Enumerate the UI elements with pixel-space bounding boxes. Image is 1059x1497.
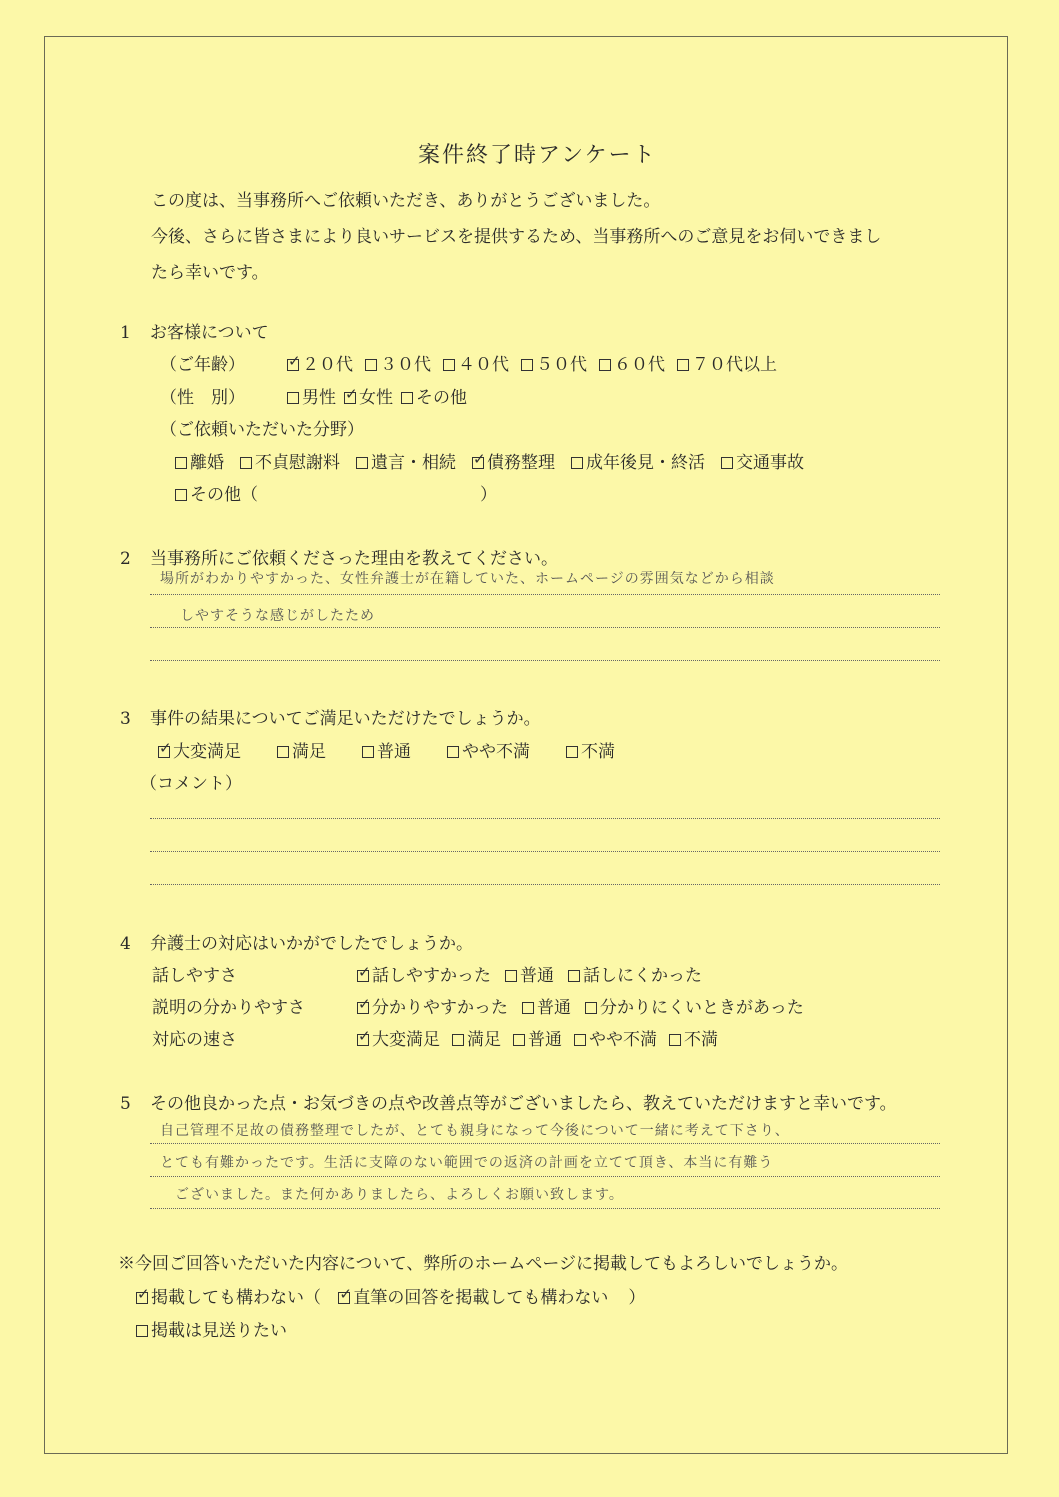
q3-option-label: 大変満足 bbox=[173, 742, 241, 762]
q4-explain-option-3[interactable] bbox=[585, 993, 804, 1018]
field-option-6[interactable] bbox=[721, 448, 804, 473]
q4-speed-option-2[interactable] bbox=[452, 1025, 501, 1050]
age-option-label: ４０代 bbox=[458, 355, 509, 375]
field-option-label: 遺言・相続 bbox=[371, 453, 456, 473]
q2-line-1 bbox=[150, 594, 940, 595]
handwritten-ok-checkbox[interactable] bbox=[338, 1292, 350, 1304]
q2-answer-line-1: 場所がわかりやすかった、女性弁護士が在籍していた、ホームページの雰囲気などから相談 bbox=[160, 571, 775, 587]
field-option-label: 成年後見・終活 bbox=[586, 453, 705, 473]
age-option-label: ３０代 bbox=[380, 355, 431, 375]
q1-field-other[interactable]: その他（ ） bbox=[175, 480, 497, 505]
q4-speed-checkbox-2[interactable] bbox=[452, 1034, 464, 1046]
q4-talk-option-label: 普通 bbox=[520, 966, 554, 986]
q1-field-options bbox=[175, 448, 820, 473]
age-checkbox-5[interactable] bbox=[599, 359, 611, 371]
q4-row-1-options bbox=[357, 961, 716, 986]
q3-option-2[interactable] bbox=[277, 737, 326, 762]
field-option-label: 交通事故 bbox=[736, 453, 804, 473]
age-option-1[interactable] bbox=[287, 350, 353, 375]
q4-speed-option-label: 大変満足 bbox=[372, 1030, 440, 1050]
gender-checkbox-2[interactable] bbox=[344, 392, 356, 404]
q4-explain-checkbox-2[interactable] bbox=[522, 1002, 534, 1014]
field-checkbox-3[interactable] bbox=[356, 457, 368, 469]
q4-talk-option-label: 話しにくかった bbox=[583, 966, 702, 986]
gender-option-label: 女性 bbox=[359, 388, 393, 408]
q4-row-2-label: 説明の分かりやすさ bbox=[152, 998, 305, 1018]
field-option-4[interactable] bbox=[472, 448, 555, 473]
q5-answer-line-3: ございました。また何かありましたら、よろしくお願い致します。 bbox=[175, 1187, 624, 1203]
q3-line-1 bbox=[150, 818, 940, 819]
gender-checkbox-3[interactable] bbox=[401, 392, 413, 404]
q3-checkbox-2[interactable] bbox=[277, 746, 289, 758]
publish-option-1[interactable]: ✓掲載しても構わない（ ✓ 直筆の回答を掲載しても構わない ） bbox=[136, 1283, 645, 1308]
q4-speed-option-label: やや不満 bbox=[589, 1030, 657, 1050]
q3-option-1[interactable] bbox=[158, 737, 241, 762]
field-option-1[interactable] bbox=[175, 448, 224, 473]
q4-speed-checkbox-3[interactable] bbox=[513, 1034, 525, 1046]
q5-heading: 5 その他良かった点・お気づきの点や改善点等がございましたら、教えていただけますと幸いです。 bbox=[120, 1094, 897, 1114]
age-option-label: ６０代 bbox=[614, 355, 665, 375]
q4-explain-option-1[interactable] bbox=[357, 993, 508, 1018]
q2-line-3 bbox=[150, 660, 940, 661]
q4-speed-option-label: 満足 bbox=[467, 1030, 501, 1050]
field-option-5[interactable] bbox=[571, 448, 705, 473]
q4-row-1-label: 話しやすさ bbox=[152, 966, 237, 986]
q3-option-label: 普通 bbox=[377, 742, 411, 762]
field-checkbox-2[interactable] bbox=[240, 457, 252, 469]
q3-checkbox-3[interactable] bbox=[362, 746, 374, 758]
q4-heading: 4 弁護士の対応はいかがでしたでしょうか。 bbox=[120, 934, 473, 954]
age-option-label: ２０代 bbox=[302, 355, 353, 375]
q3-option-label: やや不満 bbox=[462, 742, 530, 762]
age-checkbox-3[interactable] bbox=[443, 359, 455, 371]
q4-row-3-label: 対応の速さ bbox=[152, 1030, 237, 1050]
field-checkbox-4[interactable] bbox=[472, 457, 484, 469]
q4-talk-option-label: 話しやすかった bbox=[372, 966, 491, 986]
q2-line-2 bbox=[150, 627, 940, 628]
q4-talk-checkbox-2[interactable] bbox=[505, 970, 517, 982]
q4-explain-option-2[interactable] bbox=[522, 993, 571, 1018]
q1-heading: 1 お客様について bbox=[120, 323, 269, 343]
q4-speed-option-1[interactable] bbox=[357, 1025, 440, 1050]
q4-speed-option-label: 不満 bbox=[684, 1030, 718, 1050]
age-option-2[interactable] bbox=[365, 350, 431, 375]
age-option-3[interactable] bbox=[443, 350, 509, 375]
q3-heading: 3 事件の結果についてご満足いただけたでしょうか。 bbox=[120, 709, 541, 729]
q4-speed-option-label: 普通 bbox=[528, 1030, 562, 1050]
age-option-4[interactable] bbox=[521, 350, 587, 375]
q1-field-label: （ご依頼いただいた分野） bbox=[160, 420, 364, 440]
q4-talk-checkbox-1[interactable] bbox=[357, 970, 369, 982]
field-option-3[interactable] bbox=[356, 448, 456, 473]
gender-checkbox-1[interactable] bbox=[287, 392, 299, 404]
q4-row-3-options bbox=[357, 1025, 730, 1050]
age-option-5[interactable] bbox=[599, 350, 665, 375]
q3-option-label: 不満 bbox=[581, 742, 615, 762]
q3-checkbox-1[interactable] bbox=[158, 746, 170, 758]
publish-no-checkbox[interactable] bbox=[136, 1325, 148, 1337]
q1-gender-options bbox=[287, 383, 475, 408]
q4-explain-checkbox-3[interactable] bbox=[585, 1002, 597, 1014]
publish-yes-checkbox[interactable] bbox=[136, 1292, 148, 1304]
q3-option-label: 満足 bbox=[292, 742, 326, 762]
age-checkbox-4[interactable] bbox=[521, 359, 533, 371]
q3-option-3[interactable] bbox=[362, 737, 411, 762]
q4-explain-checkbox-1[interactable] bbox=[357, 1002, 369, 1014]
q4-explain-option-label: 分かりやすかった bbox=[372, 998, 508, 1018]
q4-talk-option-1[interactable] bbox=[357, 961, 491, 986]
gender-option-3[interactable] bbox=[401, 383, 467, 408]
q5-answer-line-1: 自己管理不足故の債務整理でしたが、とても親身になって今後について一緒に考えて下さり、 bbox=[160, 1123, 790, 1139]
q4-speed-option-5[interactable] bbox=[669, 1025, 718, 1050]
q4-talk-option-3[interactable] bbox=[568, 961, 702, 986]
q4-explain-option-label: 分かりにくいときがあった bbox=[600, 998, 804, 1018]
intro-line-3: たら幸いです。 bbox=[151, 263, 269, 283]
gender-option-2[interactable] bbox=[344, 383, 393, 408]
age-checkbox-1[interactable] bbox=[287, 359, 299, 371]
intro-line-1: この度は、当事務所へご依頼いただき、ありがとうございました。 bbox=[151, 191, 661, 211]
q3-checkbox-4[interactable] bbox=[447, 746, 459, 758]
q5-line-1 bbox=[150, 1143, 940, 1144]
page-title: 案件終了時アンケート bbox=[418, 143, 657, 168]
q3-line-3 bbox=[150, 884, 940, 885]
age-option-6[interactable] bbox=[677, 350, 777, 375]
q2-heading: 2 当事務所にご依頼くださった理由を教えてください。 bbox=[120, 549, 558, 569]
field-option-label: 離婚 bbox=[190, 453, 224, 473]
gender-option-1[interactable] bbox=[287, 383, 336, 408]
q4-explain-option-label: 普通 bbox=[537, 998, 571, 1018]
age-option-label: ７０代以上 bbox=[692, 355, 777, 375]
q4-speed-option-4[interactable] bbox=[574, 1025, 657, 1050]
intro-line-2: 今後、さらに皆さまにより良いサービスを提供するため、当事務所へのご意見をお伺いできまし bbox=[151, 227, 882, 247]
q1-gender-label: （性 別） bbox=[160, 388, 245, 408]
q2-answer-line-2: しやすそうな感じがしたため bbox=[180, 608, 375, 624]
field-checkbox-6[interactable] bbox=[721, 457, 733, 469]
q1-age-label: （ご年齢） bbox=[160, 355, 245, 375]
q4-row-2-options bbox=[357, 993, 818, 1018]
q4-speed-checkbox-4[interactable] bbox=[574, 1034, 586, 1046]
q5-line-2 bbox=[150, 1176, 940, 1177]
field-checkbox-5[interactable] bbox=[571, 457, 583, 469]
field-option-label: 債務整理 bbox=[487, 453, 555, 473]
q3-checkbox-5[interactable] bbox=[566, 746, 578, 758]
q4-speed-checkbox-1[interactable] bbox=[357, 1034, 369, 1046]
field-checkbox-1[interactable] bbox=[175, 457, 187, 469]
q4-talk-option-2[interactable] bbox=[505, 961, 554, 986]
q3-options bbox=[158, 737, 651, 762]
q5-answer-line-2: とても有難かったです。生活に支障のない範囲での返済の計画を立てて頂き、本当に有難う bbox=[160, 1155, 774, 1171]
age-checkbox-2[interactable] bbox=[365, 359, 377, 371]
field-option-label: 不貞慰謝料 bbox=[255, 453, 340, 473]
q3-line-2 bbox=[150, 851, 940, 852]
publish-option-2[interactable]: 掲載は見送りたい bbox=[136, 1316, 287, 1341]
q3-comment-label: （コメント） bbox=[140, 774, 242, 794]
q4-speed-option-3[interactable] bbox=[513, 1025, 562, 1050]
q1-age-options bbox=[287, 350, 789, 375]
field-option-2[interactable] bbox=[240, 448, 340, 473]
q4-speed-checkbox-5[interactable] bbox=[669, 1034, 681, 1046]
gender-option-label: その他 bbox=[416, 388, 467, 408]
q4-talk-checkbox-3[interactable] bbox=[568, 970, 580, 982]
age-checkbox-6[interactable] bbox=[677, 359, 689, 371]
q3-option-4[interactable] bbox=[447, 737, 530, 762]
q3-option-5[interactable] bbox=[566, 737, 615, 762]
gender-option-label: 男性 bbox=[302, 388, 336, 408]
publish-question: ※今回ご回答いただいた内容について、弊所のホームページに掲載してもよろしいでしょうか。 bbox=[118, 1254, 848, 1274]
other-checkbox[interactable] bbox=[175, 489, 187, 501]
q5-line-3 bbox=[150, 1208, 940, 1209]
age-option-label: ５０代 bbox=[536, 355, 587, 375]
